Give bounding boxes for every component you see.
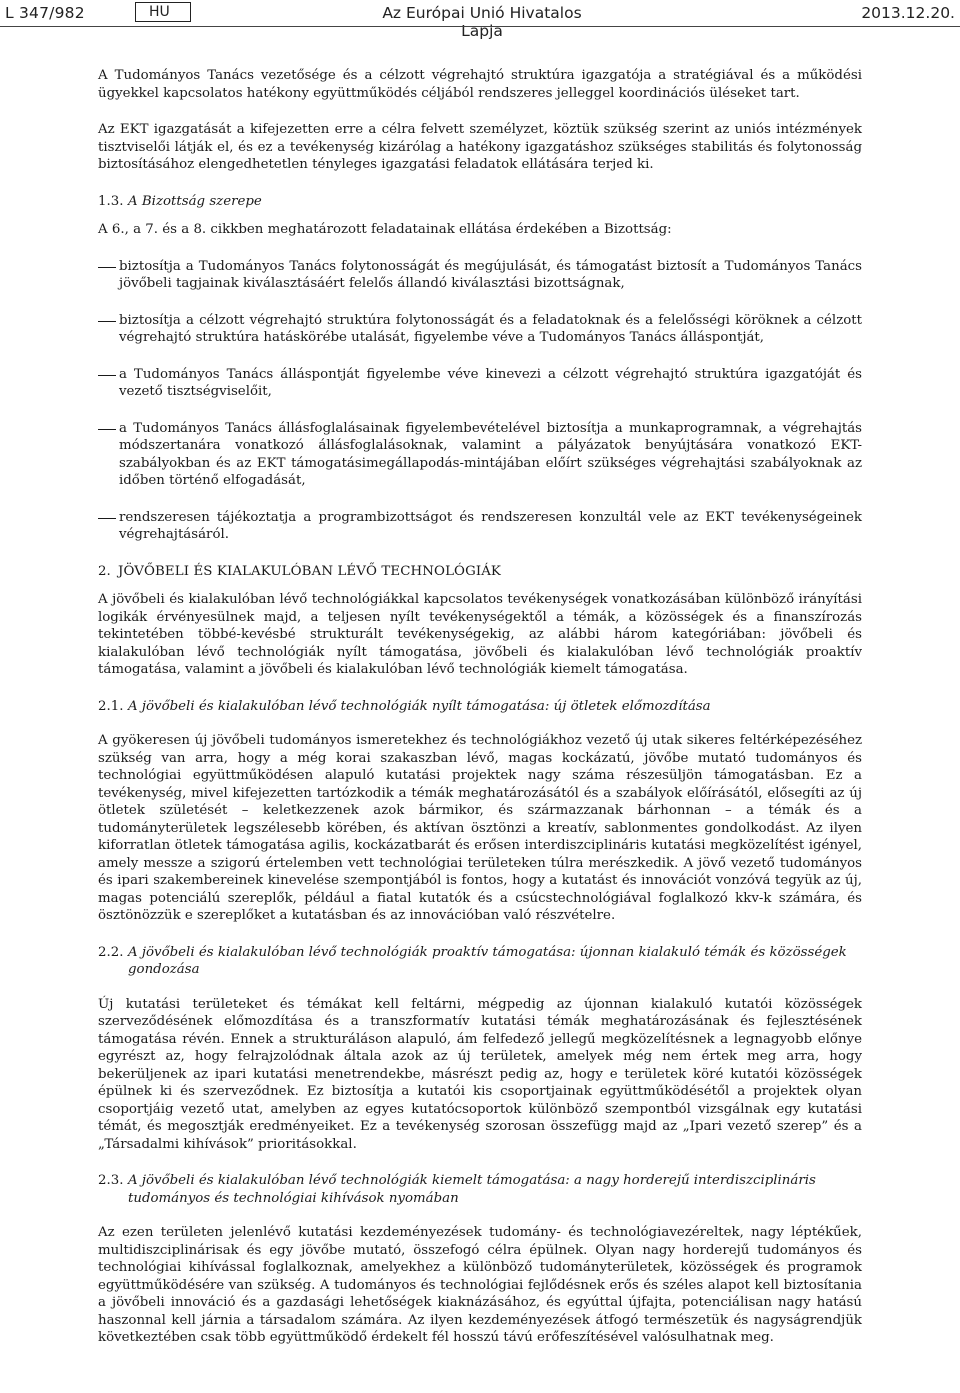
- dash-bullet: [98, 258, 119, 293]
- publication-date: 2013.12.20.: [861, 4, 955, 22]
- paragraph-fet-flagships: Az ezen területen jelenlévő kutatási kezdeményezések tudomány- és technológiavezéreltek, nagy léptékűek, multidiszciplinárisak és egy jövőbe mutató, összefogó célra épülnek. Olyan nagy horderejű tudományos és technológiai kihívással foglalkoznak, amelyekhez a különböző tudományterületek, közösségek és programok együttműködésére van szükség. A tudományos és technológiai fejlődésnek erős és széles alapot kell biztosítania a jövőbeli innováció és a gazdasági lehetőségek kiaknázásához, és egyúttal újfajta, potenciálisan nagy hatású haszonnal kell járnia a társadalom számára. Az ilyen kezdeményezések átfogó természetük és nagyságrendjük következtében csak több együttműködő érdekelt fél hosszú távú erőfeszítésével valósulhatnak meg.: [98, 1225, 862, 1345]
- dash-bullet: [98, 420, 119, 490]
- language-badge: HU: [135, 2, 191, 22]
- section-heading-2-3: [98, 1172, 862, 1207]
- dash-bullet: [98, 366, 119, 401]
- section-number: 1.3.: [98, 193, 124, 209]
- section-number: 2.3.: [98, 1173, 124, 1188]
- journal-title: Az Európai Unió Hivatalos Lapja: [382, 4, 582, 40]
- section-title: JÖVŐBELI ÉS KIALAKULÓBAN LÉVŐ TECHNOLÓGIÁK: [118, 563, 502, 579]
- section-heading-2: [98, 563, 862, 581]
- list-item: [98, 312, 862, 347]
- section-title: A Bizottság szerepe: [128, 193, 262, 209]
- section-heading-2-1: [98, 698, 862, 716]
- list-item-text: a Tudományos Tanács álláspontját figyelembe véve kinevezi a célzott végrehajtó struktúra igazgatóját és vezető tisztségviselőit,: [119, 366, 862, 399]
- section-number: 2.: [98, 563, 111, 579]
- paragraph-ekt-administration: Az EKT igazgatását a kifejezetten erre a célra felvett személyzet, köztük szükség szerint az uniós intézmények tisztviselői látják el, és ez a tevékenység kizárólag a hatékony igazgatáshoz szükséges stabilitás és folytonosság biztosításához elengedhetetlen tényleges igazgatási feladatok ellátására terjed ki.: [98, 122, 862, 172]
- section-heading-2-2: [98, 944, 862, 979]
- list-item-text: rendszeresen tájékoztatja a programbizottságot és rendszeresen konzultál vele az EKT tevékenységeinek végrehajtásáról.: [119, 509, 862, 542]
- paragraph-commission-intro: A 6., a 7. és a 8. cikkben meghatározott feladatainak ellátása érdekében a Bizottság:: [98, 222, 672, 237]
- paragraph-fet-overview: A jövőbeli és kialakulóban lévő technológiákkal kapcsolatos tevékenységek vonatkozásában különböző irányítási logikák érvényesülnek majd, a teljesen nyílt tevékenységektől a témák, a közösségek és a finanszírozás tekintetében többé-kevésbé strukturált tevékenységekig, az alábbi három kategóriában: jövőbeli és kialakulóban lévő technológiák nyílt támogatása, jövőbeli és kialakulóban lévő technológiák proaktív támogatása, valamint a jövőbeli és kialakulóban lévő technológiák kiemelt támogatása.: [98, 592, 862, 677]
- dash-bullet: [98, 312, 119, 347]
- section-title: A jövőbeli és kialakulóban lévő technológiák proaktív támogatása: újonnan kialakuló témák és közösségek gondozása: [128, 944, 847, 977]
- list-item-text: a Tudományos Tanács állásfoglalásainak figyelembevételével biztosítja a munkaprogramnak, a végrehajtás módszertanára vonatkozó állásfoglalásoknak, valamint a pályázatok benyújtására vonatkozó EKT-szabályokban és az EKT támogatásimegállapodás-mintájában előírt szükséges végrehajtási szabályoknak az időben történő elfogadását,: [119, 420, 862, 488]
- section-number: 2.1.: [98, 698, 124, 714]
- page-header: [0, 0, 960, 40]
- paragraph-fet-open: A gyökeresen új jövőbeli tudományos ismeretekhez és technológiákhoz vezető új utak sikeres feltérképezéséhez szükség van arra, hogy a még korai szakaszban lévő, magas kockázatú, jövőbe mutató tudományos és technológiai együttműködésen alapuló kutatási projektek nagy száma részesüljön támogatásban. Ez a tevékenység, mivel kifejezetten tartózkodik a témák meghatározásától és a szabályok előírásától, elősegíti az új ötletek születését – keletkezzenek azok bármikor, és származzanak bárhonnan – a témák és a tudományterületek legszélesebb körében, és aktívan ösztönzi a kreatív, sablonmentes gondolkodást. Az ilyen kiforratlan ötletek támogatása agilis, kockázatbarát és erősen interdiszciplináris kutatási megközelítést igényel, amely messze a szigorú értelemben vett technológiai területeken túlra merészkedik. A jövő vezető tudományos és ipari szakembereinek kinevelése szempontjából is fontos, hogy a kutatást és innovációt vonzóvá tegyük az új, magas potenciálú szereplők, például a fiatal kutatók és a csúcstechnológiával foglalkozó kkv-k számára, és ösztönözzük e szereplőket a kutatásban és az innovációban való részvételre.: [98, 733, 862, 923]
- list-item: [98, 258, 862, 293]
- list-item: [98, 366, 862, 401]
- list-item-text: biztosítja a célzott végrehajtó struktúra folytonosságát és a feladatoknak és a felelősségi köröknek a célzott végrehajtó struktúra hatáskörébe utalását, figyelembe véve a Tudományos Tanács álláspontját,: [119, 312, 862, 345]
- section-heading-1-3: [98, 193, 862, 211]
- page-reference: L 347/982: [5, 4, 85, 22]
- document-body: [98, 67, 862, 1347]
- header-divider: [0, 26, 960, 27]
- list-item-text: biztosítja a Tudományos Tanács folytonosságát és megújulását, és támogatást biztosít a Tudományos Tanács jövőbeli tagjainak kiválasztásáért felelős állandó kiválasztási bizottságnak,: [119, 258, 862, 291]
- dash-bullet: [98, 509, 119, 544]
- section-title: A jövőbeli és kialakulóban lévő technológiák nyílt támogatása: új ötletek előmozdítása: [128, 698, 711, 714]
- paragraph-fet-proactive: Új kutatási területeket és témákat kell feltárni, mégpedig az újonnan kialakuló kutatói közösségek szerveződésének előmozdítása és a transzformatív kutatási témák meghatározásának és fejlesztésének támogatása révén. Ennek a strukturáláson alapuló, ám felfedező jellegű megközelítésnek a legnagyobb előnye egyrészt az, hogy felrajzolódnak általa azok az új területek, amelyek még nem értek meg arra, hogy bekerüljenek az ipari kutatási menetrendekbe, másrészt pedig az, hogy e területek köré kutatói közösségek épülnek ki és szerveződnek. Ez biztosítja a kutatói kis csoportjainak együttműködésétől a projektek olyan csoportjáig vezető utat, amelyben az egyes kutatócsoportok különböző szempontból vizsgálnak egy kutatási témát, és megosztják eredményeiket. Ez a tevékenység szorosan összefügg majd az „Ipari vezető szerep” és a „Társadalmi kihívások” prioritásokkal.: [98, 996, 862, 1152]
- section-title: A jövőbeli és kialakulóban lévő technológiák kiemelt támogatása: a nagy horderejű interdiszciplináris tudományos és technológiai kihívások nyomában: [128, 1173, 816, 1206]
- section-number: 2.2.: [98, 944, 124, 960]
- list-item: [98, 420, 862, 490]
- paragraph-coordination-meetings: A Tudományos Tanács vezetősége és a célzott végrehajtó struktúra igazgatója a stratégiával és a működési ügyekkel kapcsolatos hatékony együttműködés céljából rendszeres jelleggel koordinációs üléseket tart.: [98, 68, 862, 101]
- list-item: [98, 509, 862, 544]
